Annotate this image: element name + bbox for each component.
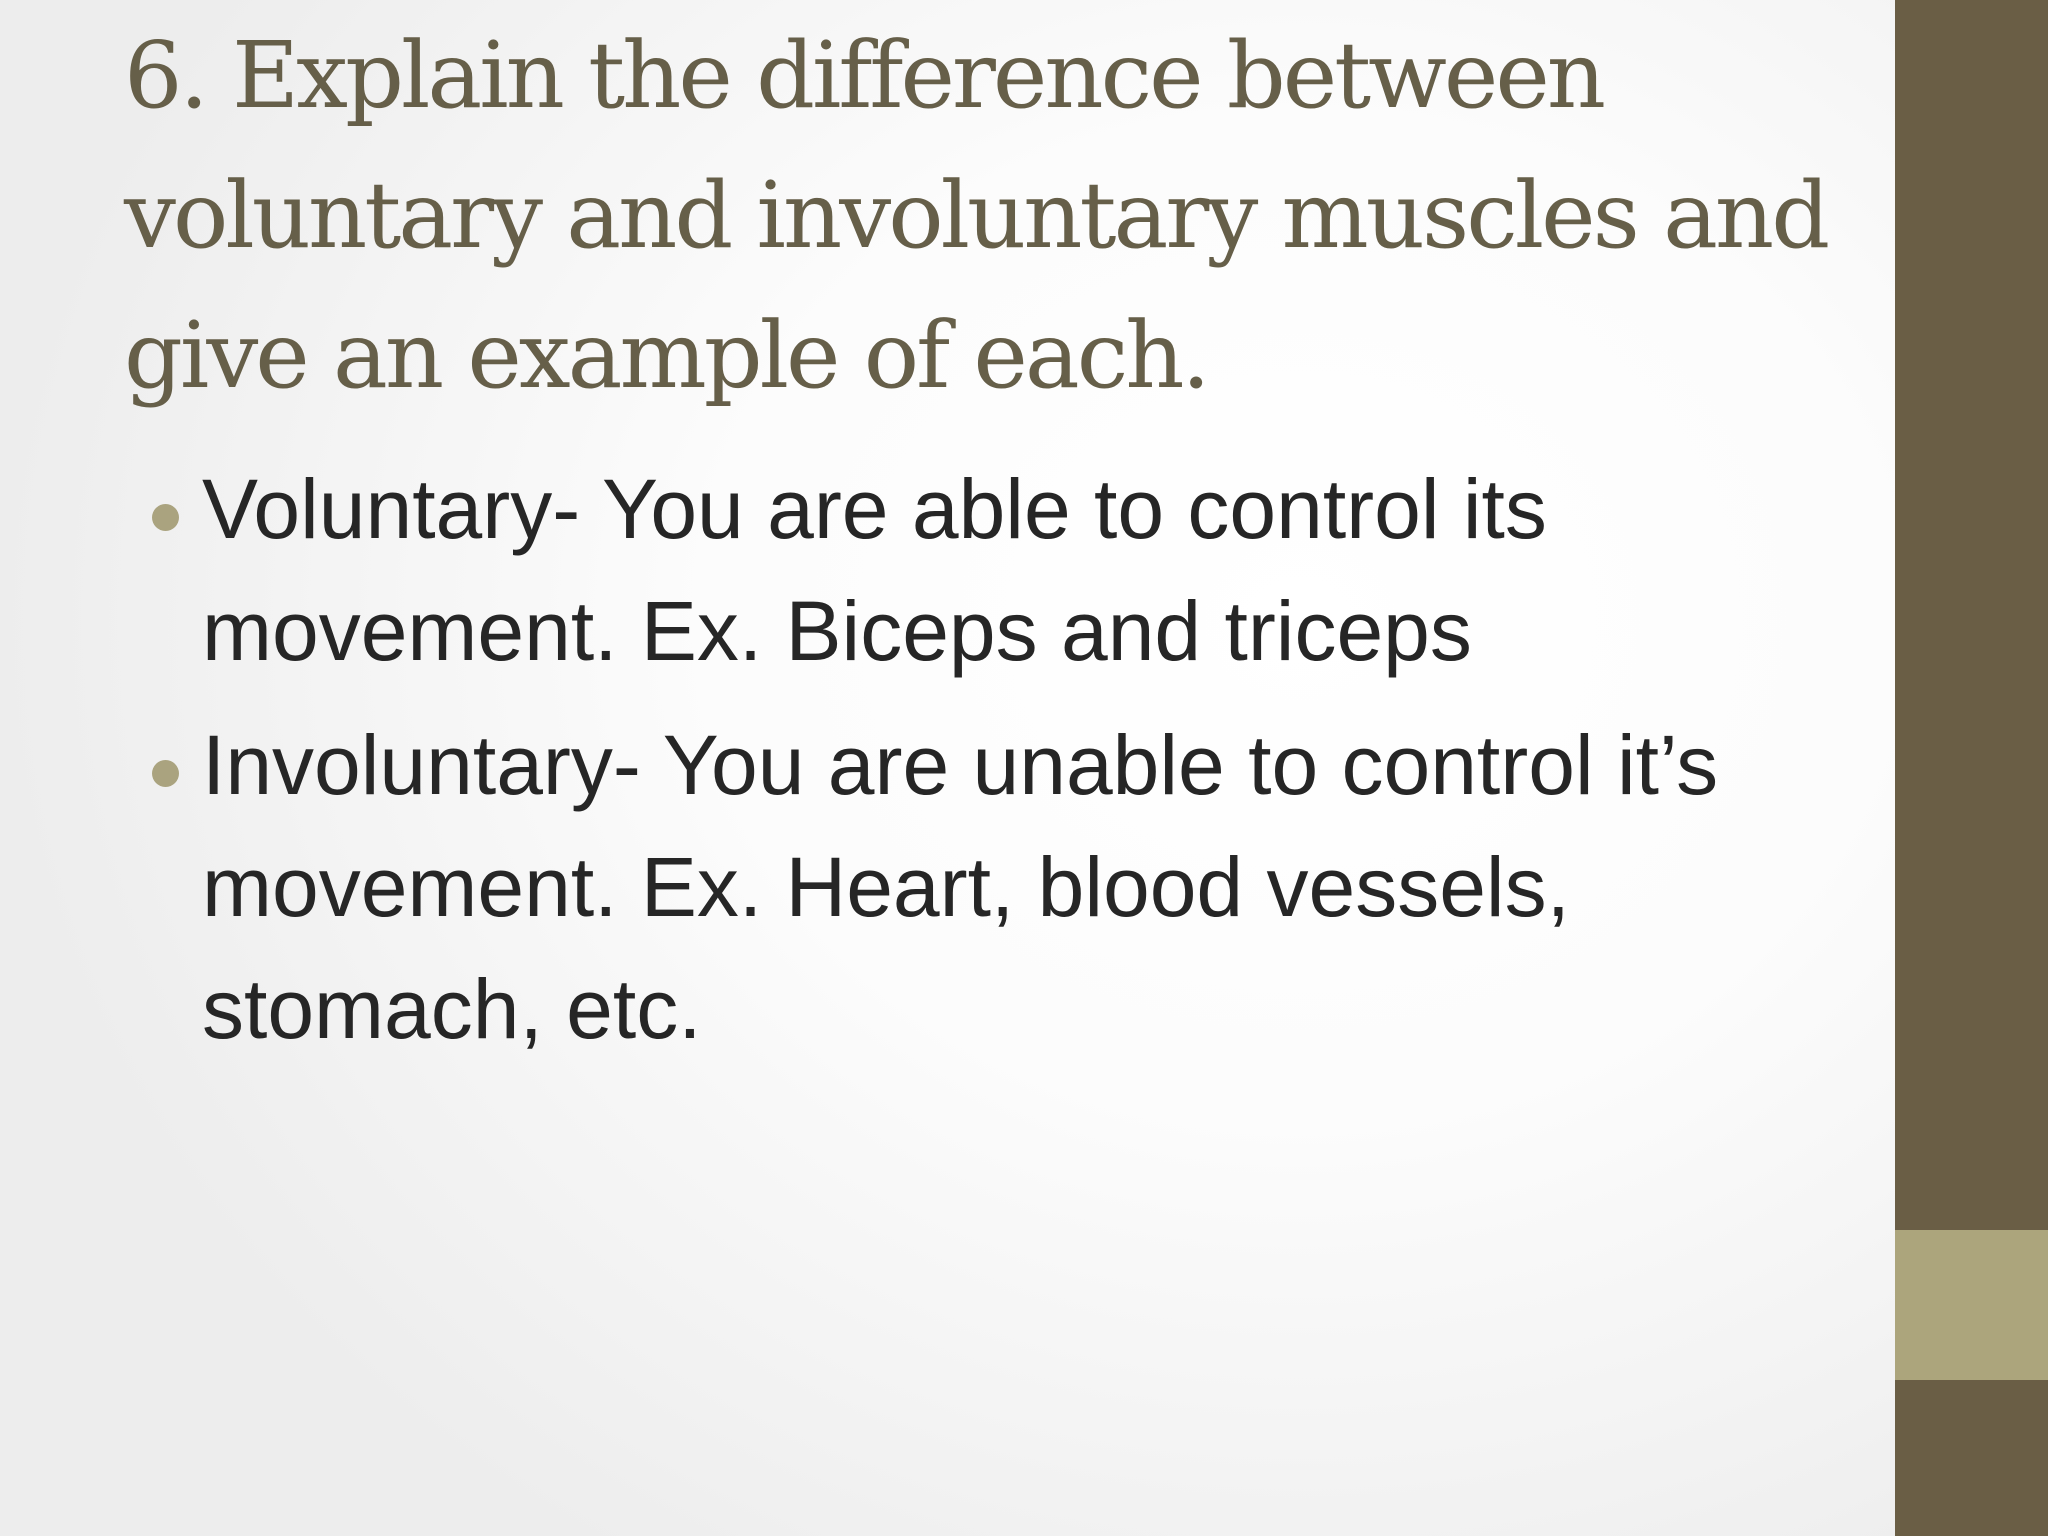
bullet-text: Involuntary- You are unable to control it’s movement. Ex. Heart, blood vessels, stomach, etc. bbox=[202, 718, 1719, 1056]
right-side-accent-block bbox=[1895, 1230, 2048, 1380]
bullet-text: Voluntary- You are able to control its movement. Ex. Biceps and triceps bbox=[202, 462, 1547, 678]
bullet-item-involuntary bbox=[150, 704, 1910, 1070]
bullet-list bbox=[150, 448, 1910, 1082]
slide-title: 6. Explain the difference between voluntary and involuntary muscles and give an example of each. bbox=[124, 22, 1828, 409]
bullet-item-voluntary bbox=[150, 448, 1910, 692]
bullet-dot-icon bbox=[152, 760, 179, 787]
bullet-dot-icon bbox=[152, 504, 179, 531]
